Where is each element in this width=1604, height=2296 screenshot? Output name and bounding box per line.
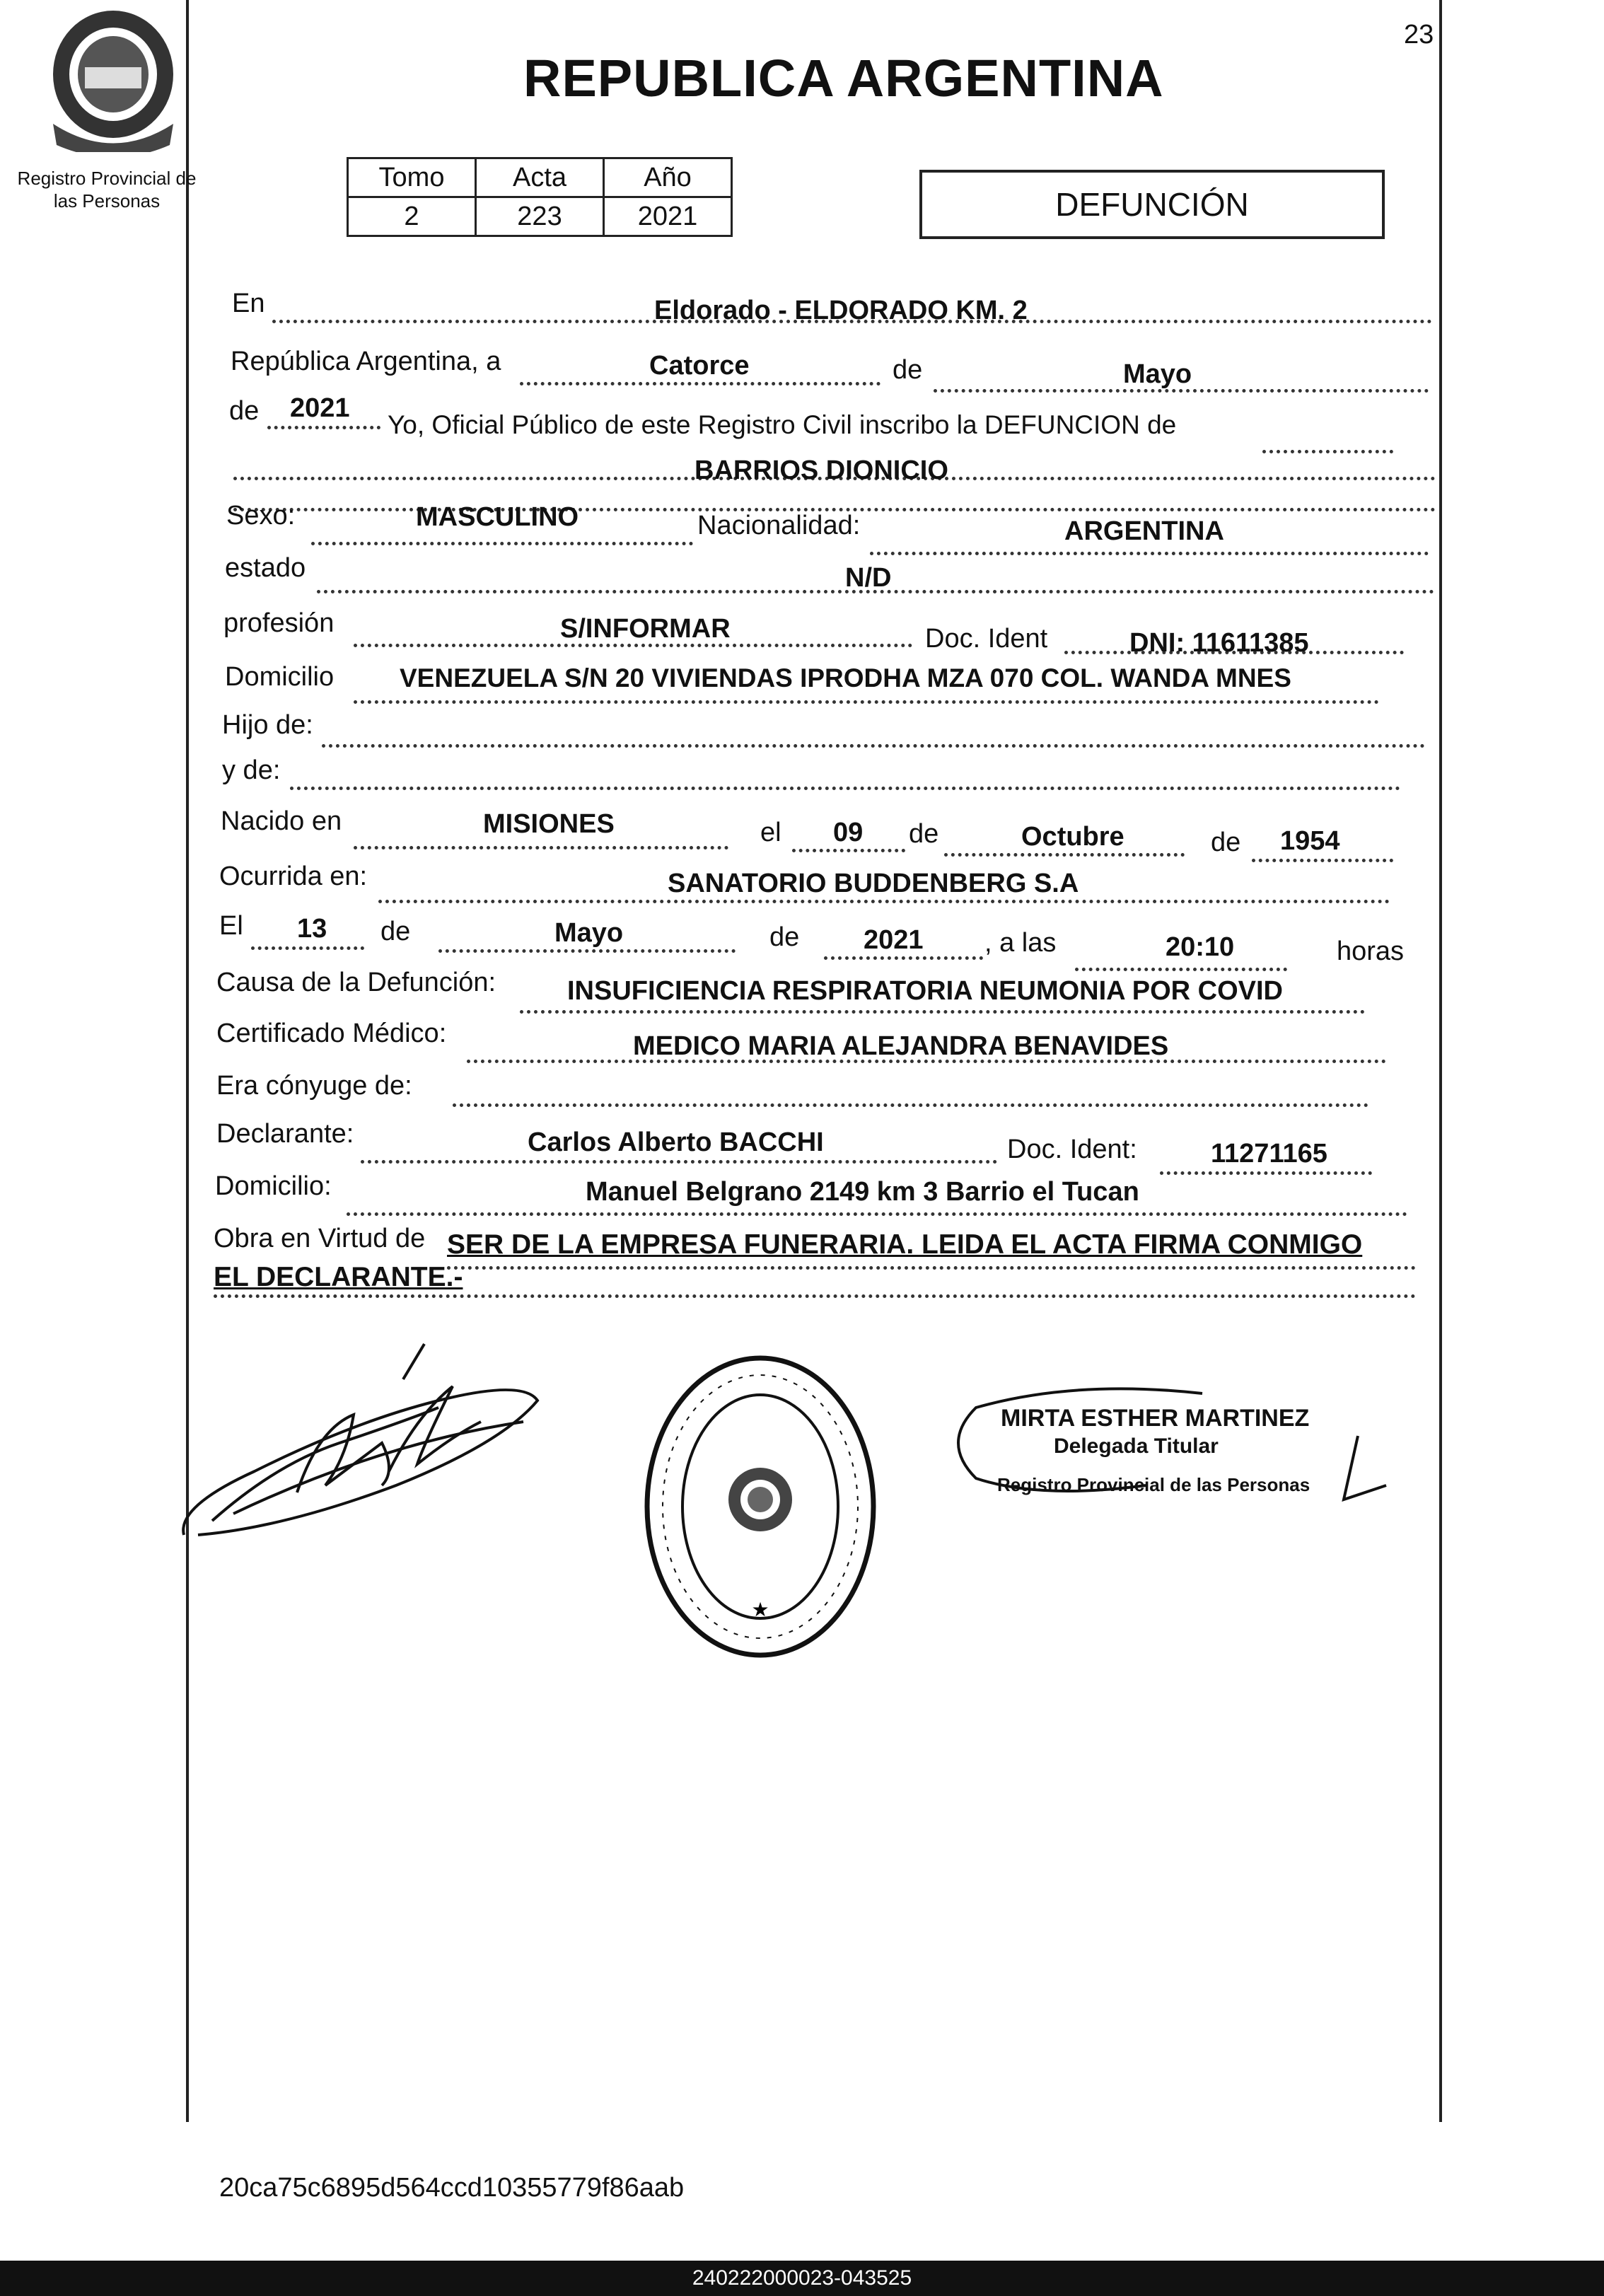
obra-line-1: SER DE LA EMPRESA FUNERARIA. LEIDA EL ACTA FIRMA CONMIGO xyxy=(447,1229,1363,1260)
de-label: de xyxy=(769,922,800,952)
dotted-line xyxy=(361,1160,997,1164)
mes: Mayo xyxy=(1123,359,1192,389)
domicilio: VENEZUELA S/N 20 VIVIENDAS IPRODHA MZA 070 COL. WANDA MNES xyxy=(400,663,1291,692)
dotted-line xyxy=(354,846,728,850)
record-table-cell: 2021 xyxy=(604,197,732,236)
estado-label: estado xyxy=(225,553,306,583)
registry-caption-line1: Registro Provincial de xyxy=(17,168,197,189)
republica-label: República Argentina, a xyxy=(231,347,501,376)
de-label: de xyxy=(893,355,923,385)
doc-ident: DNI: 11611385 xyxy=(1129,628,1309,658)
def-mes: Mayo xyxy=(554,918,624,948)
doc-ident-label: Doc. Ident xyxy=(925,624,1048,654)
province-seal-logo xyxy=(32,0,194,152)
sexo: MASCULINO xyxy=(416,502,579,532)
nac-mes: Octubre xyxy=(1021,822,1124,852)
record-type-box xyxy=(919,170,1385,239)
dotted-line xyxy=(214,1294,1416,1298)
page-title: REPUBLICA ARGENTINA xyxy=(523,49,1164,108)
record-table-header: Tomo xyxy=(348,158,476,197)
certificado-label: Certificado Médico: xyxy=(216,1019,447,1048)
certificado: MEDICO MARIA ALEJANDRA BENAVIDES xyxy=(633,1031,1169,1061)
a-las-label: , a las xyxy=(984,928,1057,958)
obra-label: Obra en Virtud de xyxy=(214,1224,426,1253)
deceased-name: BARRIOS DIONICIO xyxy=(695,456,948,485)
official-name: MIRTA ESTHER MARTINEZ xyxy=(1001,1405,1310,1432)
nacionalidad-label: Nacionalidad: xyxy=(697,511,861,540)
inscribo-text: Yo, Oficial Público de este Registro Civil inscribo la DEFUNCION de xyxy=(388,410,1177,439)
svg-text:★: ★ xyxy=(751,1598,769,1621)
conyuge-label: Era cónyuge de: xyxy=(216,1071,412,1101)
registry-caption-line2: las Personas xyxy=(53,190,161,211)
record-table-header: Año xyxy=(604,158,732,197)
record-table-value-row xyxy=(348,197,732,236)
profesion-label: profesión xyxy=(223,608,335,638)
sexo-label: Sexo: xyxy=(226,501,296,530)
doc-ident-2: 11271165 xyxy=(1211,1139,1327,1169)
de-label: de xyxy=(229,396,260,426)
dotted-line xyxy=(453,1103,1368,1107)
dotted-line xyxy=(944,853,1185,857)
footer-id: 240222000023-043525 xyxy=(692,2266,912,2290)
record-type-label: DEFUNCIÓN xyxy=(1055,186,1249,223)
dotted-line xyxy=(347,1212,1407,1216)
el-label: El xyxy=(219,911,243,941)
dotted-line xyxy=(267,426,380,429)
record-table-cell: 223 xyxy=(476,197,604,236)
declarante: Carlos Alberto BACCHI xyxy=(528,1127,824,1157)
dotted-line xyxy=(520,382,881,385)
profesion: S/INFORMAR xyxy=(560,614,731,644)
domicilio-label: Domicilio xyxy=(225,662,335,692)
def-anio: 2021 xyxy=(864,925,924,955)
en-value: Eldorado - ELDORADO KM. 2 xyxy=(654,296,1028,325)
ocurrida-label: Ocurrida en: xyxy=(219,862,368,891)
dotted-line xyxy=(354,700,1379,704)
dotted-line xyxy=(290,787,1400,790)
nac-dia: 09 xyxy=(833,818,864,847)
en-label: En xyxy=(232,289,265,318)
page-number: 23 xyxy=(1404,20,1434,50)
de-label: de xyxy=(1211,828,1241,857)
domicilio-2: Manuel Belgrano 2149 km 3 Barrio el Tucan xyxy=(586,1177,1139,1207)
dotted-line xyxy=(322,744,1425,748)
official-role: Delegada Titular xyxy=(1054,1434,1219,1458)
domicilio-label-2: Domicilio: xyxy=(215,1171,332,1201)
causa-label: Causa de la Defunción: xyxy=(216,968,496,997)
dotted-line xyxy=(824,956,983,960)
causa: INSUFICIENCIA RESPIRATORIA NEUMONIA POR COVID xyxy=(567,976,1283,1006)
y-de-label: y de: xyxy=(222,755,281,785)
horas-label: horas xyxy=(1337,937,1405,966)
left-margin-line xyxy=(186,0,189,2122)
dotted-line xyxy=(1262,450,1393,453)
dotted-line xyxy=(520,1010,1365,1014)
official-institution: Registro Provincial de las Personas xyxy=(997,1474,1310,1495)
dotted-line xyxy=(870,552,1429,555)
el-label: el xyxy=(760,818,781,847)
dia-letras: Catorce xyxy=(649,351,750,381)
record-table-cell: 2 xyxy=(348,197,476,236)
de-label: de xyxy=(909,819,939,849)
nacido-label: Nacido en xyxy=(221,806,342,836)
right-margin-line xyxy=(1439,0,1442,2122)
estado: N/D xyxy=(845,563,892,593)
def-dia: 13 xyxy=(297,914,327,944)
record-table xyxy=(347,157,733,237)
nac-anio: 1954 xyxy=(1280,826,1340,856)
de-label: de xyxy=(380,917,411,946)
footer-id-bar xyxy=(0,2261,1604,2296)
registry-caption xyxy=(4,167,209,212)
dotted-line xyxy=(1160,1171,1372,1175)
dotted-line xyxy=(447,1266,1416,1270)
dotted-line xyxy=(311,542,693,545)
hijo-label: Hijo de: xyxy=(222,710,313,740)
record-table-header-row xyxy=(348,158,732,197)
obra-line-2: EL DECLARANTE.- xyxy=(214,1262,463,1292)
declarante-label: Declarante: xyxy=(216,1119,354,1149)
record-table-header: Acta xyxy=(476,158,604,197)
def-hora: 20:10 xyxy=(1166,932,1235,962)
registry-stamp xyxy=(640,1347,881,1666)
nacido-lugar: MISIONES xyxy=(483,809,615,839)
doc-ident-label-2: Doc. Ident: xyxy=(1007,1135,1137,1164)
dotted-line xyxy=(792,849,905,852)
declarant-signature xyxy=(170,1323,594,1556)
dotted-line xyxy=(1075,968,1287,971)
dotted-line xyxy=(378,900,1390,903)
dotted-line xyxy=(251,946,364,950)
dotted-line xyxy=(1252,859,1393,862)
ocurrida: SANATORIO BUDDENBERG S.A xyxy=(668,869,1079,898)
document-hash: 20ca75c6895d564ccd10355779f86aab xyxy=(219,2173,685,2203)
nacionalidad: ARGENTINA xyxy=(1064,516,1224,546)
dotted-line xyxy=(438,949,736,953)
anio: 2021 xyxy=(290,393,350,423)
